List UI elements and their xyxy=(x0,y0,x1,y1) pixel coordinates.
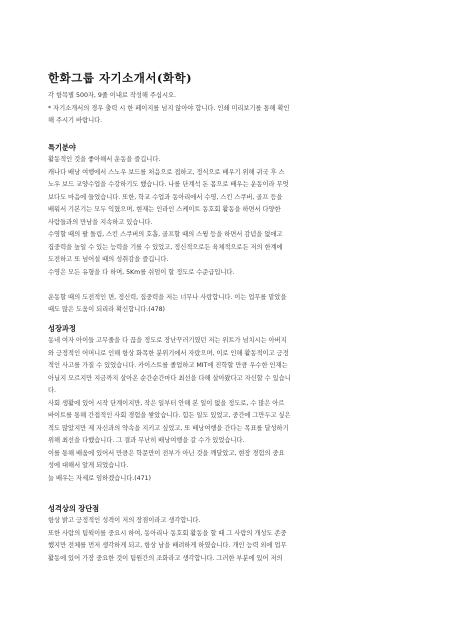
instruction-line: 해 주시기 바랍니다. xyxy=(48,117,103,124)
body-line: 다. xyxy=(48,387,56,394)
instructions xyxy=(48,90,420,128)
section-heading: 특기분야 xyxy=(48,143,76,152)
body-line: 때도 많은 도움이 되리라 확신합니다.(478) xyxy=(48,306,165,313)
section-heading: 성격상의 장단점 xyxy=(48,504,100,513)
body-line: 적도 많았지만 제 자신과의 약속을 지키고 싶었고, 또 배낭여행을 간다는 목표를 달성하기 xyxy=(48,424,289,432)
body-line: 수영할 때의 팔 돌림, 스킨 스쿠버의 호흡, 골프할 때의 스윙 등을 하면서 감념을 없애고 xyxy=(48,231,283,238)
body-line: 사회 생활에 있어 시작 단계이지만, 작은 일부터 안해 본 일이 없을 정도로, 수 많은 아르 xyxy=(48,399,285,407)
body-line: 적인 사고를 가질 수 있었습니다. 카이스트를 졸업하고 MIT에 진학할 만큼 우수한 인재는 xyxy=(48,362,288,369)
section-growth xyxy=(48,322,420,485)
document-page xyxy=(48,0,420,636)
body-line: 와 긍정적인 어머니로 인해 항상 화목한 분위기에서 자랐으며, 이로 인해 활동적이고 긍정 xyxy=(48,349,289,357)
body-line: 도전하고 또 넘어설 때의 성취감을 즐깁니다. xyxy=(48,256,169,263)
body-line: 운동할 때의 도전적인 면, 정신력, 집중력을 저는 너무나 사랑합니다. 이는 업무를 맡았을 xyxy=(48,293,287,301)
body-line: 사람들과의 만남을 지속하고 있습니다. xyxy=(48,218,153,226)
body-line: 수영은 모든 유형을 다 하며, 5Km를 쉬엄이 할 정도로 수준급입니다. xyxy=(48,268,235,276)
body-line: 위해 최선을 다했습니다. 그 결과 무난히 배낭여행을 갈 수가 있었습니다. xyxy=(48,437,245,444)
body-line: 동네 여자 아이들 고무줄을 다 끊을 정도로 장난꾸러기였던 저는 위트가 넘치시는 아버지 xyxy=(48,337,287,344)
body-line: 이를 통해 배움에 있어서 만큼은 학문만이 전부가 아닌 것을 깨달았고, 현장 경험의 중요 xyxy=(48,449,285,457)
body-line: 또한 사람의 팀웍이를 중요시 하여, 동아리나 동호회 활동을 할 때 그 사람의 개성도 존중 xyxy=(48,529,287,537)
instruction-line: * 자기소개서의 경우 출력 시 한 페이지를 넘지 않아야 합니다. 인쇄 미리보기를 통해 확인 xyxy=(48,104,290,112)
body-line: 보다도 마음에 들었습니다. 또한, 학교 수업과 동아리에서 수영, 스킨 스쿠버, 골프 등을 xyxy=(48,193,283,201)
section-heading: 성장과정 xyxy=(48,324,76,333)
document-title: 한화그룹 자기소개서(화학) xyxy=(48,71,193,85)
body-line: 노우 보드 교양수업을 수강하기도 했습니다. 나를 단계석 돈 몸으로 배우는 운동이라 무엇 xyxy=(48,181,289,188)
body-line: 성에 대해서 알게 되었습니다. xyxy=(48,462,129,469)
body-line: 늘 배우는 자세로 임하겠습니다.(471) xyxy=(48,474,151,482)
body-line: 활동에 있어 가장 중요한 것이 팀원간의 조화라고 생각합니다. 그러한 부분에 있어 저의 xyxy=(48,554,283,562)
body-line: 바이트를 통해 간접적인 사회 경험을 쌓았습니다. 힘든 일도 있었고, 중간에 그만두고 싶은 xyxy=(48,412,291,419)
body-line: 배워서 기본기는 모두 익혔으며, 현재는 인라인 스케이트 동호회 활동을 하면서 다양한 xyxy=(48,206,281,213)
body-line: 했지만 전체를 먼저 생각하게 되고, 항상 남을 배려하게 하였습니다. 개인 능력 외에 업무 xyxy=(48,542,287,549)
body-line: 아닐지 모르지만 지금까지 살아온 순간순간마다 최선을 다해 살아왔다고 자신할 수 있습니 xyxy=(48,374,291,382)
body-line: 집중력을 높일 수 있는 능력을 기를 수 있었고, 정신적으로든 육체적으로든 저의 한계에 xyxy=(48,243,283,251)
body-line: 항상 밝고 긍정적인 성격이 저의 장점이라고 생각합니다. xyxy=(48,517,201,524)
body-line: 활동적인 것을 좋아해서 운동을 즐깁니다. xyxy=(48,156,161,163)
section-specialty xyxy=(48,141,420,317)
instruction-line: 각 항목별 500자, 9줄 이내로 작성해 주십시오. xyxy=(48,92,176,99)
section-personality xyxy=(48,502,420,565)
body-line: 캐나다 배낭 여행에서 스노우 보드를 처음으로 접하고, 정식으로 배우기 위해 귀국 후 스 xyxy=(48,168,285,176)
